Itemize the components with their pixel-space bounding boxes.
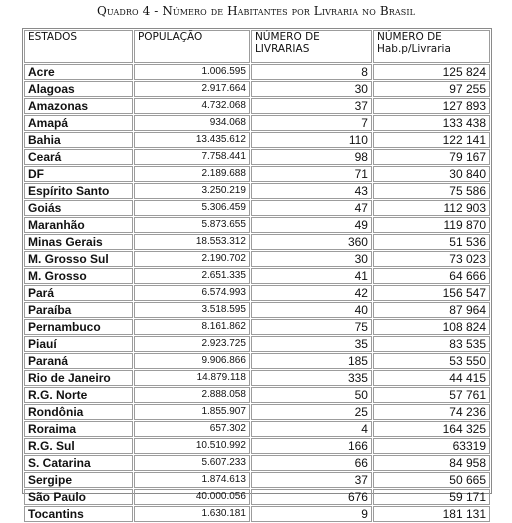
bookstores-cell: 166 (251, 438, 372, 454)
header-estados-label: ESTADOS (28, 31, 78, 43)
table-row (24, 506, 490, 522)
table-row (24, 166, 490, 182)
bookstores-cell: 25 (251, 404, 372, 420)
population-cell: 2.189.688 (134, 166, 250, 182)
bookstores-cell: 37 (251, 98, 372, 114)
table-row (24, 455, 490, 471)
bookstores-cell: 42 (251, 285, 372, 301)
bookstores-cell: 41 (251, 268, 372, 284)
state-cell: Ceará (24, 149, 133, 165)
bookstores-cell: 335 (251, 370, 372, 386)
header-hab-line2: Hab.p/Livraria (376, 43, 451, 55)
table-row (24, 404, 490, 420)
table-row (24, 132, 490, 148)
table-row (24, 421, 490, 437)
header-livrarias-line1: NÚMERO DE (254, 31, 320, 43)
bookstores-cell: 9 (251, 506, 372, 522)
header-livrarias (251, 30, 372, 63)
header-populacao (134, 30, 250, 63)
table-row (24, 183, 490, 199)
bookstores-cell: 49 (251, 217, 372, 233)
habitants-per-bookstore-cell: 59 171 (373, 489, 490, 505)
habitants-per-bookstore-cell: 51 536 (373, 234, 490, 250)
state-cell: Amapá (24, 115, 133, 131)
state-cell: Roraima (24, 421, 133, 437)
habitants-per-bookstore-cell: 164 325 (373, 421, 490, 437)
bookstores-cell: 50 (251, 387, 372, 403)
population-cell: 1.006.595 (134, 64, 250, 80)
table-row (24, 98, 490, 114)
state-cell: Rio de Janeiro (24, 370, 133, 386)
state-cell: S. Catarina (24, 455, 133, 471)
state-cell: Sergipe (24, 472, 133, 488)
population-cell: 3.250.219 (134, 183, 250, 199)
bookstores-cell: 30 (251, 81, 372, 97)
bookstores-cell: 35 (251, 336, 372, 352)
bookstores-cell: 676 (251, 489, 372, 505)
table-row (24, 472, 490, 488)
header-row (24, 30, 490, 63)
population-cell: 4.732.068 (134, 98, 250, 114)
state-cell: São Paulo (24, 489, 133, 505)
state-cell: Goiás (24, 200, 133, 216)
habitants-per-bookstore-table (23, 29, 491, 523)
table-row (24, 251, 490, 267)
habitants-per-bookstore-cell: 133 438 (373, 115, 490, 131)
habitants-per-bookstore-cell: 122 141 (373, 132, 490, 148)
bookstores-cell: 75 (251, 319, 372, 335)
population-cell: 2.917.664 (134, 81, 250, 97)
population-cell: 1.874.613 (134, 472, 250, 488)
population-cell: 8.161.862 (134, 319, 250, 335)
bookstores-cell: 8 (251, 64, 372, 80)
bookstores-cell: 47 (251, 200, 372, 216)
habitants-per-bookstore-cell: 44 415 (373, 370, 490, 386)
bookstores-cell: 4 (251, 421, 372, 437)
state-cell: Amazonas (24, 98, 133, 114)
table-row (24, 319, 490, 335)
population-cell: 18.553.312 (134, 234, 250, 250)
population-cell: 10.510.992 (134, 438, 250, 454)
habitants-per-bookstore-cell: 79 167 (373, 149, 490, 165)
table-row (24, 370, 490, 386)
habitants-per-bookstore-cell: 119 870 (373, 217, 490, 233)
table-row (24, 387, 490, 403)
habitants-per-bookstore-cell: 125 824 (373, 64, 490, 80)
state-cell: Piauí (24, 336, 133, 352)
population-cell: 2.888.058 (134, 387, 250, 403)
table-row (24, 489, 490, 505)
habitants-per-bookstore-cell: 112 903 (373, 200, 490, 216)
header-livrarias-line2: LIVRARIAS (254, 43, 310, 55)
table-row (24, 115, 490, 131)
population-cell: 2.923.725 (134, 336, 250, 352)
bookstores-cell: 40 (251, 302, 372, 318)
table-frame (22, 28, 492, 521)
habitants-per-bookstore-cell: 64 666 (373, 268, 490, 284)
state-cell: Paraíba (24, 302, 133, 318)
state-cell: M. Grosso Sul (24, 251, 133, 267)
habitants-per-bookstore-cell: 53 550 (373, 353, 490, 369)
header-hab-line1: NÚMERO DE (376, 31, 442, 43)
habitants-per-bookstore-cell: 73 023 (373, 251, 490, 267)
bookstores-cell: 43 (251, 183, 372, 199)
state-cell: M. Grosso (24, 268, 133, 284)
population-cell: 2.190.702 (134, 251, 250, 267)
state-cell: Rondônia (24, 404, 133, 420)
habitants-per-bookstore-cell: 75 586 (373, 183, 490, 199)
table-row (24, 234, 490, 250)
population-cell: 7.758.441 (134, 149, 250, 165)
state-cell: R.G. Norte (24, 387, 133, 403)
bookstores-cell: 360 (251, 234, 372, 250)
state-cell: Paraná (24, 353, 133, 369)
population-cell: 5.306.459 (134, 200, 250, 216)
population-cell: 5.607.233 (134, 455, 250, 471)
state-cell: Espírito Santo (24, 183, 133, 199)
header-populacao-label: POPULAÇÃO (137, 31, 203, 43)
state-cell: Acre (24, 64, 133, 80)
table-row (24, 149, 490, 165)
habitants-per-bookstore-cell: 87 964 (373, 302, 490, 318)
table-row (24, 217, 490, 233)
habitants-per-bookstore-cell: 156 547 (373, 285, 490, 301)
bookstores-cell: 30 (251, 251, 372, 267)
population-cell: 1.855.907 (134, 404, 250, 420)
habitants-per-bookstore-cell: 84 958 (373, 455, 490, 471)
habitants-per-bookstore-cell: 74 236 (373, 404, 490, 420)
state-cell: Maranhão (24, 217, 133, 233)
state-cell: Pará (24, 285, 133, 301)
habitants-per-bookstore-cell: 127 893 (373, 98, 490, 114)
bookstores-cell: 66 (251, 455, 372, 471)
table-row (24, 81, 490, 97)
state-cell: Minas Gerais (24, 234, 133, 250)
population-cell: 6.574.993 (134, 285, 250, 301)
population-cell: 9.906.866 (134, 353, 250, 369)
header-hab (373, 30, 490, 63)
table-row (24, 353, 490, 369)
population-cell: 934.068 (134, 115, 250, 131)
habitants-per-bookstore-cell: 30 840 (373, 166, 490, 182)
table-row (24, 438, 490, 454)
population-cell: 13.435.612 (134, 132, 250, 148)
population-cell: 40.000.056 (134, 489, 250, 505)
table-row (24, 268, 490, 284)
table-row (24, 302, 490, 318)
population-cell: 3.518.595 (134, 302, 250, 318)
state-cell: DF (24, 166, 133, 182)
table-row (24, 200, 490, 216)
bookstores-cell: 110 (251, 132, 372, 148)
habitants-per-bookstore-cell: 108 824 (373, 319, 490, 335)
population-cell: 657.302 (134, 421, 250, 437)
population-cell: 1.630.181 (134, 506, 250, 522)
bookstores-cell: 71 (251, 166, 372, 182)
header-estados (24, 30, 133, 63)
bookstores-cell: 98 (251, 149, 372, 165)
state-cell: Bahia (24, 132, 133, 148)
state-cell: R.G. Sul (24, 438, 133, 454)
bookstores-cell: 37 (251, 472, 372, 488)
population-cell: 14.879.118 (134, 370, 250, 386)
state-cell: Tocantins (24, 506, 133, 522)
bookstores-cell: 185 (251, 353, 372, 369)
population-cell: 2.651.335 (134, 268, 250, 284)
habitants-per-bookstore-cell: 57 761 (373, 387, 490, 403)
habitants-per-bookstore-cell: 83 535 (373, 336, 490, 352)
habitants-per-bookstore-cell: 63319 (373, 438, 490, 454)
table-body (24, 64, 490, 522)
habitants-per-bookstore-cell: 97 255 (373, 81, 490, 97)
population-cell: 5.873.655 (134, 217, 250, 233)
bookstores-cell: 7 (251, 115, 372, 131)
state-cell: Pernambuco (24, 319, 133, 335)
table-row (24, 285, 490, 301)
table-row (24, 64, 490, 80)
table-title: Quadro 4 - Número de Habitantes por Livraria no Brasil (96, 4, 415, 18)
habitants-per-bookstore-cell: 50 665 (373, 472, 490, 488)
state-cell: Alagoas (24, 81, 133, 97)
table-row (24, 336, 490, 352)
habitants-per-bookstore-cell: 181 131 (373, 506, 490, 522)
